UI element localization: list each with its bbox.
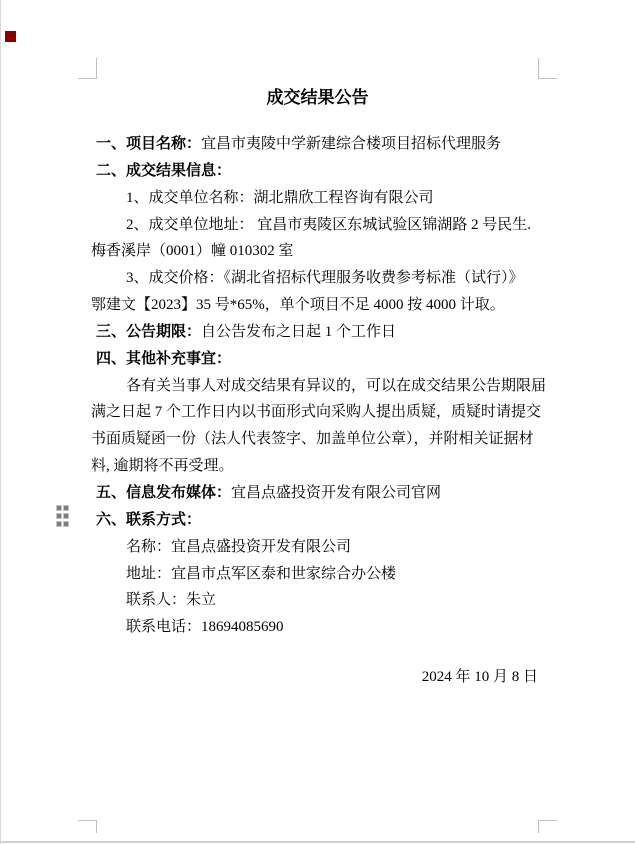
doc-line [91,614,551,641]
doc-line [91,238,551,265]
doc-line-text: 鄂建文【2023】35 号*65%，单个项目不足 4000 按 4000 计取。 [91,297,505,314]
doc-line-text: 料, 逾期将不再受理。 [91,458,234,475]
doc-line-bold-label: 六、联系方式： [96,511,202,528]
doc-line-bold-label: 三、公告期限： [96,323,202,340]
doc-line-bold-label: 一、项目名称： [96,136,202,152]
doc-line [91,346,551,373]
red-square-marker [5,31,16,42]
drag-handle-dot [64,522,68,526]
doc-line [91,587,551,614]
doc-line-text: 自公告发布之日起 1 个工作日 [201,323,397,340]
drag-handle-dot [57,522,61,526]
doc-line [91,480,551,507]
page-left-edge-line [0,0,1,844]
doc-line [91,534,551,561]
margin-crop-mark-top-left [78,58,97,79]
doc-line-text: 名称：宜昌点盛投资开发有限公司 [126,538,352,555]
doc-line-bold-label: 四、其他补充事宜： [96,350,232,367]
doc-line [91,399,551,426]
doc-line [91,426,551,453]
margin-crop-mark-top-right [538,58,557,79]
drag-handle-dot [64,506,68,510]
margin-crop-mark-bottom-left [78,820,97,833]
doc-line [91,453,551,480]
doc-line-text: 梅香溪岸（0001）幢 010302 室 [91,243,294,260]
doc-line [91,131,551,158]
document-date: 2024 年 10 月 8 日 [421,669,538,685]
doc-line-text: 宜昌市夷陵中学新建综合楼项目招标代理服务 [201,136,502,152]
doc-line [91,507,551,534]
margin-crop-mark-bottom-right [538,820,557,833]
doc-line-text: 满之日起 7 个工作日内以书面形式向采购人提出质疑，质疑时请提交 [91,404,542,421]
doc-line [91,319,551,346]
drag-handle-dot [64,514,68,518]
doc-line-bold-label: 五、信息发布媒体： [96,484,232,501]
doc-line [91,158,551,185]
doc-line-text: 联系电话：18694085690 [126,619,284,636]
doc-line [91,373,551,400]
doc-line [91,185,551,212]
doc-line [91,265,551,292]
drag-handle-dot [57,506,61,510]
doc-line-text: 3、成交价格：《湖北省招标代理服务收费参考标准（试行）》 [126,270,524,287]
document-title: 成交结果公告 [266,88,369,107]
doc-line-text: 各有关当事人对成交结果有异议的，可以在成交结果公告期限届 [126,377,547,394]
doc-line [91,292,551,319]
drag-handle-dot [57,514,61,518]
paragraph-drag-handle-icon[interactable] [57,506,68,526]
doc-line-text: 地址：宜昌市点军区泰和世家综合办公楼 [126,565,397,582]
doc-line-text: 2、成交单位地址： 宜昌市夷陵区东城试验区锦湖路 2 号民生. [126,216,532,233]
doc-line [91,561,551,588]
doc-line-text: 联系人：朱立 [126,592,217,609]
doc-line-text: 1、成交单位名称：湖北鼎欣工程咨询有限公司 [126,189,434,206]
doc-line-text: 宜昌点盛投资开发有限公司官网 [231,484,442,501]
page-bottom-edge-line [0,841,635,843]
doc-line [91,212,551,239]
doc-line-bold-label: 二、成交结果信息： [96,162,232,179]
doc-line-text: 书面质疑函一份（法人代表签字、加盖单位公章），并附相关证据材 [91,431,534,448]
document-body [91,131,551,641]
